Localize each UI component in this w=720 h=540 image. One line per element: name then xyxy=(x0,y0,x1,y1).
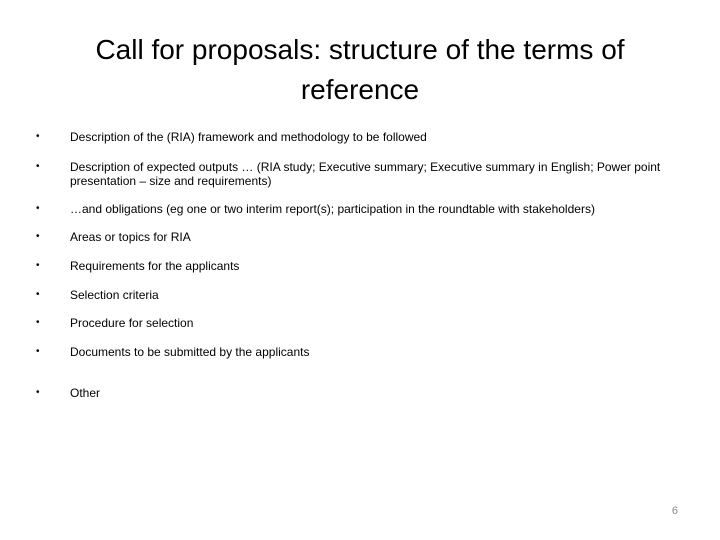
bullet-text: Description of expected outputs … (RIA study; Executive summary; Executive summary in English; Power point presentation – size and requirements) xyxy=(70,160,661,188)
bullet-text: Selection criteria xyxy=(70,288,159,302)
bullet-text: Documents to be submitted by the applicants xyxy=(70,345,310,359)
bullet-icon: • xyxy=(36,231,40,242)
bullet-icon: • xyxy=(36,346,40,357)
slide-title: Call for proposals: structure of the terms of reference xyxy=(95,34,625,105)
bullet-icon: • xyxy=(36,387,40,398)
bullet-icon: • xyxy=(36,260,40,271)
bullet-text: Other xyxy=(70,386,101,400)
bullet-icon: • xyxy=(36,131,40,142)
bullet-icon: • xyxy=(36,161,40,172)
bullet-text: Areas or topics for RIA xyxy=(70,230,191,244)
bullet-icon: • xyxy=(36,289,40,300)
bullet-text: Procedure for selection xyxy=(70,316,194,330)
page-number: 6 xyxy=(671,505,678,517)
bullet-text: Requirements for the applicants xyxy=(70,259,240,273)
bullet-icon: • xyxy=(36,317,40,328)
bullet-text: …and obligations (eg one or two interim report(s); participation in the roundtable with stakeholders) xyxy=(70,202,595,216)
bullet-text: Description of the (RIA) framework and methodology to be followed xyxy=(70,130,427,144)
bullet-icon: • xyxy=(36,203,40,214)
